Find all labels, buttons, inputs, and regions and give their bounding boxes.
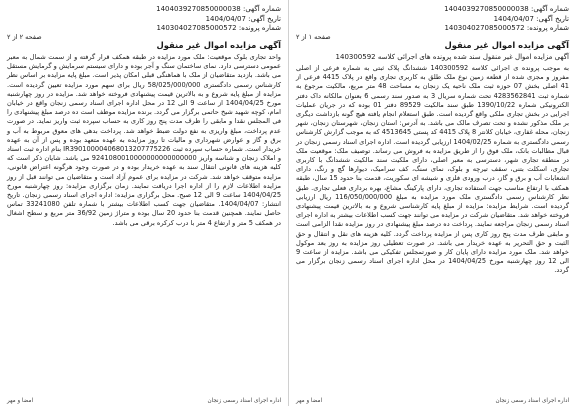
page-two-number: صفحه ۲ از ۲ <box>7 33 42 41</box>
page-one-number: صفحه ۱ از ۲ <box>296 33 331 41</box>
page-two-footer-sign: امضا و مهر <box>7 398 34 404</box>
page-one-header <box>296 3 569 41</box>
page-two-meta <box>156 5 281 34</box>
notice-date: تاریخ آگهی: 1404/04/07 <box>493 14 569 23</box>
page-one <box>288 0 576 406</box>
page-two-footer-office: اداره اجرای اسناد رسمی زنجان <box>207 398 281 404</box>
notice-number: شماره آگهی: 1404039270850000038 <box>444 5 569 13</box>
page-one-meta <box>444 5 569 34</box>
case-number: شماره پرونده: 140304027085000572 <box>156 24 281 33</box>
case-number: شماره پرونده: 140304027085000572 <box>444 24 569 33</box>
page-one-body: به موجب پرونده ی اجرائی کلاسه 140300592 ششدانگ پلاک ثبتی به شماره فرعی از اصلی مفروز و مجزی شده از قطعه زمین نوع ملک طلق به کاربری تجاری واقع در پلاک 4415 فرعی از 41 اصلی بخش 07 حوزه ثبت ملک ناحیه یک زنجان به مساحت 48 متر مربع، مالکیت مرجوع به شماره ثبت 4283562841 تحت شماره سریال 3 به صدور سند رسمی 6 بعنوان مالکانه داک دفتر الکترونیکی شماره 1390/10/22 طبق سند مالکیت 89529 دفتر 01 بوده که در جریان عملیات اجرایی در بخش تجاری ملکی واقع گردیده است. طبق استعلام انجام یافته هیچ گونه بازداشت دیگری بر ملک مذکور نشده و تحت تصرف مالک می باشد. به آدرس: استان زنجان، شهرستان زنجان، شهر زنجان، محله غفاری، خیابان کلانتر 8 پلاک 4415 کد پستی 4513645 که به موجب گزارش کارشناس رسمی دادگستری به شماره 1404/02/25 ارزیابی گردیده است. اداره اجرای اسناد رسمی زنجان در قبال مطالبات بانک، ملک فوق را از طریق مزایده به فروش می رساند. توصیف ملک: موقعیت ملک در منطقه تجاری شهر، دسترسی به معبر اصلی، دارای ملکیت سند مالکیت ششدانگ با کاربری تجاری، اسکلت بتنی، سقف تیرچه و بلوک، نمای سنگ، کف سرامیک، دیوارها گچ و رنگ، دارای انشعابات آب و برق و گاز، درب ورودی فلزی و شیشه ای سکوریت، قدمت بنا حدود 15 سال، طبقه همکف با ارتفاع مناسب جهت استفاده تجاری، دارای پارکینگ مشاع، بهره برداری فعلی تجاری. طبق نظر کارشناس رسمی دادگستری ملک مورد مزایده به مبلغ 116/050/000/000 ریال ارزیابی گردیده است. شرایط مزایده: مزایده از مبلغ پایه کارشناسی شروع و به بالاترین قیمت پیشنهادی فروخته خواهد شد. متقاضیان شرکت در مزایده می توانند جهت کسب اطلاعات بیشتر به اداره اجرای اسناد رسمی زنجان مراجعه نمایند. پرداخت ده درصد مبلغ پیشنهادی در روز مزایده نقدا الزامی است و مابقی ظرف مدت پنج روز کاری پس از مزایده پرداخت گردد. کلیه هزینه های نقل و انتقال و حق الثبت و حق التحریر به عهده خریدار می باشد. در صورت تعطیلی روز مزایده به روز بعد موکول خواهد شد. ملک مورد مزایده دارای پایان کار و صورتمجلس تفکیکی می باشد. مزایده از ساعت 9 الی 12 روز چهارشنبه مورخ 1404/04/25 در محل اداره اجرای اسناد رسمی زنجان برگزار می گردد. <box>296 64 570 275</box>
page-one-footer-office: اداره اجرای اسناد رسمی زنجان <box>495 398 569 404</box>
page-two-title: آگهی مزایده اموال غیر منقول <box>156 40 281 50</box>
page-two-footer <box>7 398 281 404</box>
page-one-footer <box>296 398 569 404</box>
page-one-title: آگهی مزایده اموال غیر منقول <box>444 40 569 50</box>
page-two-header <box>7 3 281 41</box>
notice-number: شماره آگهی: 1404039270850000038 <box>156 5 281 13</box>
page-two-body: واحد تجاری بلوک موقعیت: ملک مورد مزایده در طبقه همکف قرار گرفته و از سمت شمال به معبر عمومی دسترسی دارد. نمای ساختمان سنگ و آجر بوده و دارای سیستم سرمایش و گرمایش مستقل می باشد. بازدید متقاضیان از ملک با هماهنگی قبلی امکان پذیر است. مبلغ پایه مزایده بر اساس نظر کارشناس رسمی دادگستری 58/025/000/000 ریال برای سهم مورد مزایده تعیین گردیده است. مزایده از مبلغ پایه شروع و به بالاترین قیمت پیشنهادی فروخته خواهد شد. مزایده در روز چهارشنبه مورخ 1404/04/25 از ساعت 9 الی 12 در محل اداره اجرای اسناد رسمی زنجان واقع در خیابان امام، کوچه شهید شیخ حاتمی برگزار می گردد. برنده مزایده موظف است ده درصد مبلغ پیشنهادی را فی المجلس نقدا و مابقی را ظرف مدت پنج روز کاری به حساب سپرده ثبت واریز نماید. در صورت عدم پرداخت، مبلغ واریزی به نفع دولت ضبط خواهد شد. پرداخت بدهی های معوق مربوط به آب و برق و گاز و عوارض شهرداری و مالیات تا روز مزایده به عهده متعهد بوده و پس از آن به عهده خریدار است. شماره حساب سپرده ثبت IR390100004068013207775226 بنام اداره ثبت اسناد و املاک زنجان و شناسه واریز 9241080010000000000000000 می باشد. شایان ذکر است که کلیه هزینه های قانونی انتقال سند به عهده خریدار بوده و در صورت وجود هرگونه اعتراض قانونی، مزایده متوقف خواهد شد. شرکت در مزایده برای عموم آزاد است و متقاضیان می توانند قبل از روز مزایده اطلاعات لازم را از اداره اجرا دریافت نمایند. زمان برگزاری مزایده: روز چهارشنبه مورخ 1404/04/25 ساعت 9 الی 12 صبح. محل برگزاری مزایده: اداره اجرای اسناد رسمی زنجان. تاریخ انتشار: 1404/04/07. متقاضیان جهت کسب اطلاعات بیشتر با شماره تلفن 33241080 تماس حاصل نمایند. همچنین قدمت بنا حدود 20 سال بوده و متراژ زمین 36/92 متر مربع و سطح اشغال در همکف 5 متر و ارتفاع 4 متر با درب کرکره برقی می باشد. <box>7 53 282 227</box>
page-one-footer-sign: امضا و مهر <box>296 398 323 404</box>
notice-date: تاریخ آگهی: 1404/04/07 <box>205 14 281 23</box>
page-one-subtitle: آگهی مزایده اموال غیر منقول سند شده پرونده های اجرائی کلاسه 140300592 <box>335 53 569 61</box>
